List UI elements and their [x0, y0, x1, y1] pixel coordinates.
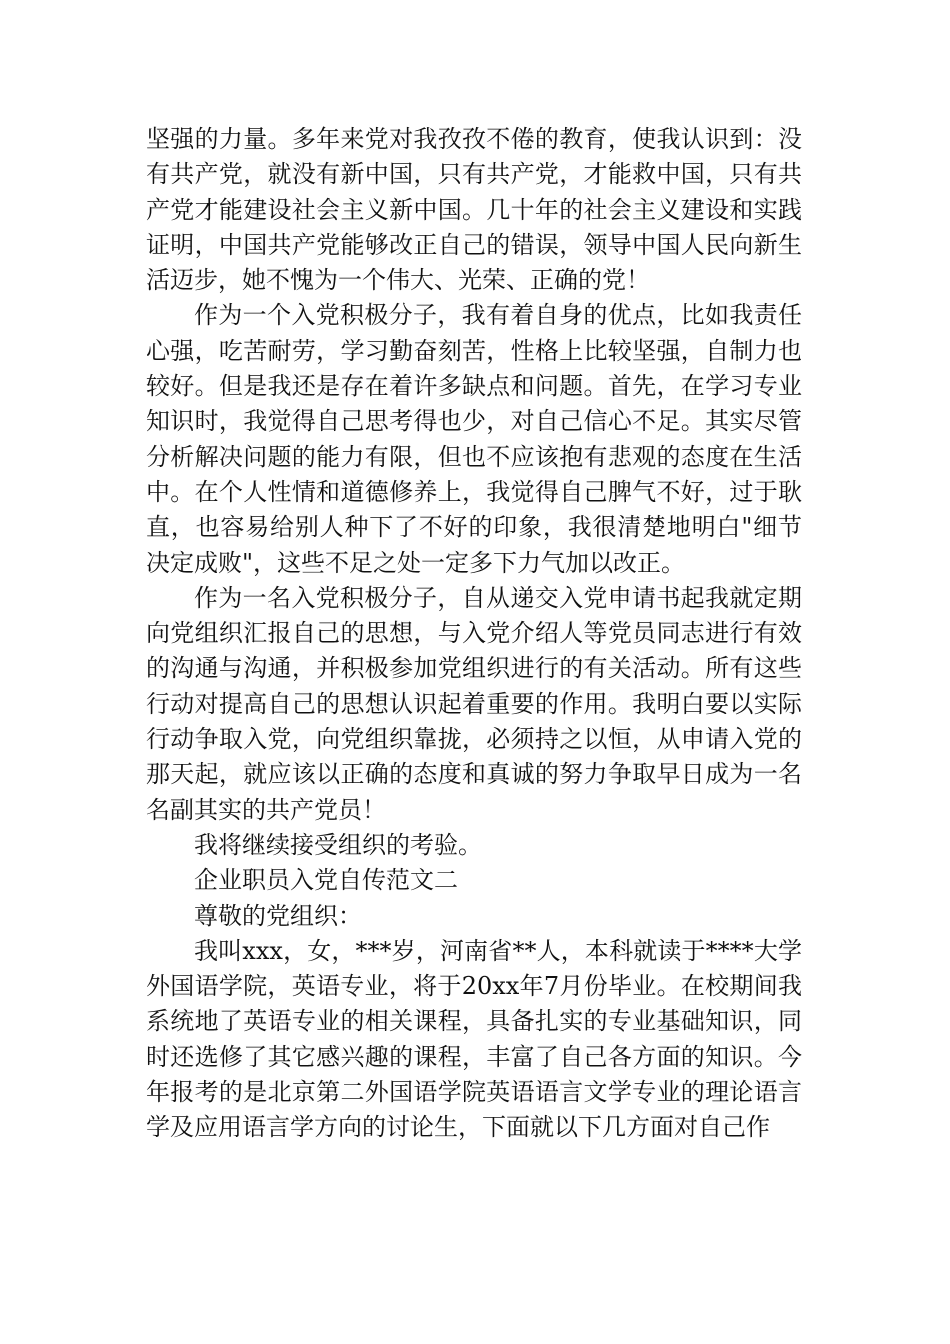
- paragraph-3: 作为一名入党积极分子，自从递交入党申请书起我就定期向党组织汇报自己的思想，与入党介绍人等党员同志进行有效的沟通与沟通，并积极参加党组织进行的有关活动。所有这些行动对提高自己的思想认识起着重要的作用。我明白要以实际行动争取入党，向党组织靠拢，必须持之以恒，从申请入党的那天起，就应该以正确的态度和真诚的努力争取早日成为一名名副其实的共产党员！: [146, 583, 802, 824]
- section-title: 企业职员入党自传范文二: [194, 866, 458, 895]
- paragraph-2: 作为一个入党积极分子，我有着自身的优点，比如我责任心强，吃苦耐劳，学习勤奋刻苦，性格上比较坚强，自制力也较好。但是我还是存在着许多缺点和问题。首先，在学习专业知识时，我觉得自己思考得也少，对自己信心不足。其实尽管分析解决问题的能力有限，但也不应该抱有悲观的态度在生活中。在个人性情和道德修养上，我觉得自己脾气不好，过于耿直，也容易给别人种下了不好的印象，我很清楚地明白"细节决定成败"，这些不足之处一定多下力气加以改正。: [146, 301, 802, 577]
- paragraph-7: 我叫xxx，女，***岁，河南省**人，本科就读于****大学外国语学院，英语专业，将于20xx年7月份毕业。在校期间我系统地了英语专业的相关课程，具备扎实的专业基础知识，同时还选修了其它感兴趣的课程，丰富了自己各方面的知识。今年报考的是北京第二外国语学院英语语言文学专业的理论语言学及应用语言学方向的讨论生，下面就以下几方面对自己作: [146, 936, 802, 1142]
- salutation: 尊敬的党组织：: [194, 901, 362, 930]
- document-page: [146, 122, 802, 1146]
- paragraph-4: 我将继续接受组织的考验。: [194, 830, 482, 859]
- paragraph-1: 坚强的力量。多年来党对我孜孜不倦的教育，使我认识到：没有共产党，就没有新中国，只有共产党，才能救中国，只有共产党才能建设社会主义新中国。几十年的社会主义建设和实践证明，中国共产党能够改正自己的错误，领导中国人民向新生活迈步，她不愧为一个伟大、光荣、正确的党！: [146, 125, 802, 295]
